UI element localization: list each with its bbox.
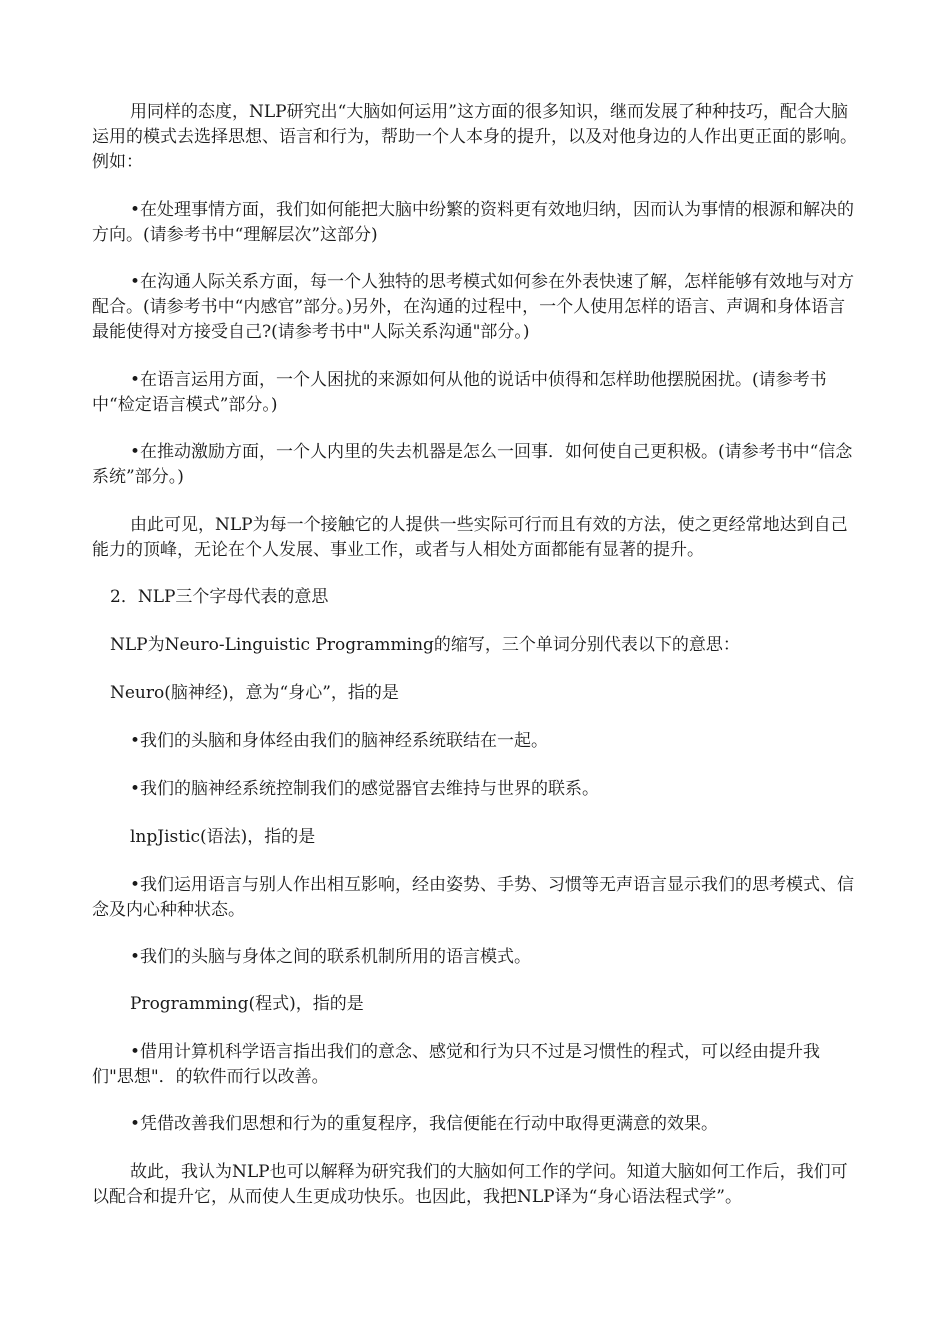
bullet-linguistic-1: •我们运用语言与别人作出相互影响，经由姿势、手势、习惯等无声语言显示我们的思考模式、信念及内心种种状态。: [92, 875, 855, 920]
bullet-neuro-2: •我们的脑神经系统控制我们的感觉器官去维持与世界的联系。: [130, 779, 600, 799]
paragraph-conclusion: 由此可见，NLP为每一个接触它的人提供一些实际可行而且有效的方法，使之更经常地达到自己能力的顶峰，无论在个人发展、事业工作，或者与人相处方面都能有显著的提升。: [92, 515, 848, 560]
subheading-programming: Programming(程式)，指的是: [130, 994, 364, 1014]
paragraph-acronym: NLP为Neuro-Linguistic Programming的缩写，三个单词分别代表以下的意思：: [110, 635, 740, 655]
paragraph-final: 故此，我认为NLP也可以解释为研究我们的大脑如何工作的学问。知道大脑如何工作后，我们可以配合和提升它，从而使人生更成功快乐。也因此，我把NLP译为“身心语法程式学”。: [92, 1162, 848, 1207]
bullet-linguistic-2: •我们的头脑与身体之间的联系机制所用的语言模式。: [130, 947, 532, 967]
bullet-programming-2: •凭借改善我们思想和行为的重复程序，我信便能在行动中取得更满意的效果。: [130, 1114, 719, 1134]
bullet-communication: •在沟通人际关系方面，每一个人独特的思考模式如何参在外表快速了解，怎样能够有效地与对方配合。(请参考书中“内感官”部分。)另外，在沟通的过程中，一个人使用怎样的语言、声调和身体语言最能使得对方接受自己?(请参考书中"人际关系沟通"部分。): [92, 272, 855, 342]
paragraph-intro: 用同样的态度，NLP研究出“大脑如何运用”这方面的很多知识，继而发展了种种技巧，配合大脑运用的模式去选择思想、语言和行为，帮助一个人本身的提升，以及对他身边的人作出更正面的影响。例如：: [92, 102, 857, 172]
bullet-events: •在处理事情方面，我们如何能把大脑中纷繁的资料更有效地归纳，因而认为事情的根源和解决的方向。(请参考书中“理解层次”这部分): [92, 200, 855, 245]
bullet-neuro-1: •我们的头脑和身体经由我们的脑神经系统联结在一起。: [130, 731, 549, 751]
subheading-linguistic: lnpJistic(语法)，指的是: [130, 827, 316, 847]
section-heading: 2．NLP三个字母代表的意思: [110, 587, 329, 607]
bullet-programming-1: •借用计算机科学语言指出我们的意念、感觉和行为只不过是习惯性的程式，可以经由提升我们"思想"．的软件而行以改善。: [92, 1042, 821, 1087]
bullet-language: •在语言运用方面，一个人困扰的来源如何从他的说话中侦得和怎样助他摆脱困扰。(请参考书中“检定语言模式”部分。): [92, 370, 827, 415]
bullet-motivation: •在推动激励方面，一个人内里的失去机器是怎么一回事．如何使自己更积极。(请参考书中“信念系统”部分。): [92, 442, 853, 487]
subheading-neuro: Neuro(脑神经)，意为“身心”，指的是: [110, 683, 399, 703]
